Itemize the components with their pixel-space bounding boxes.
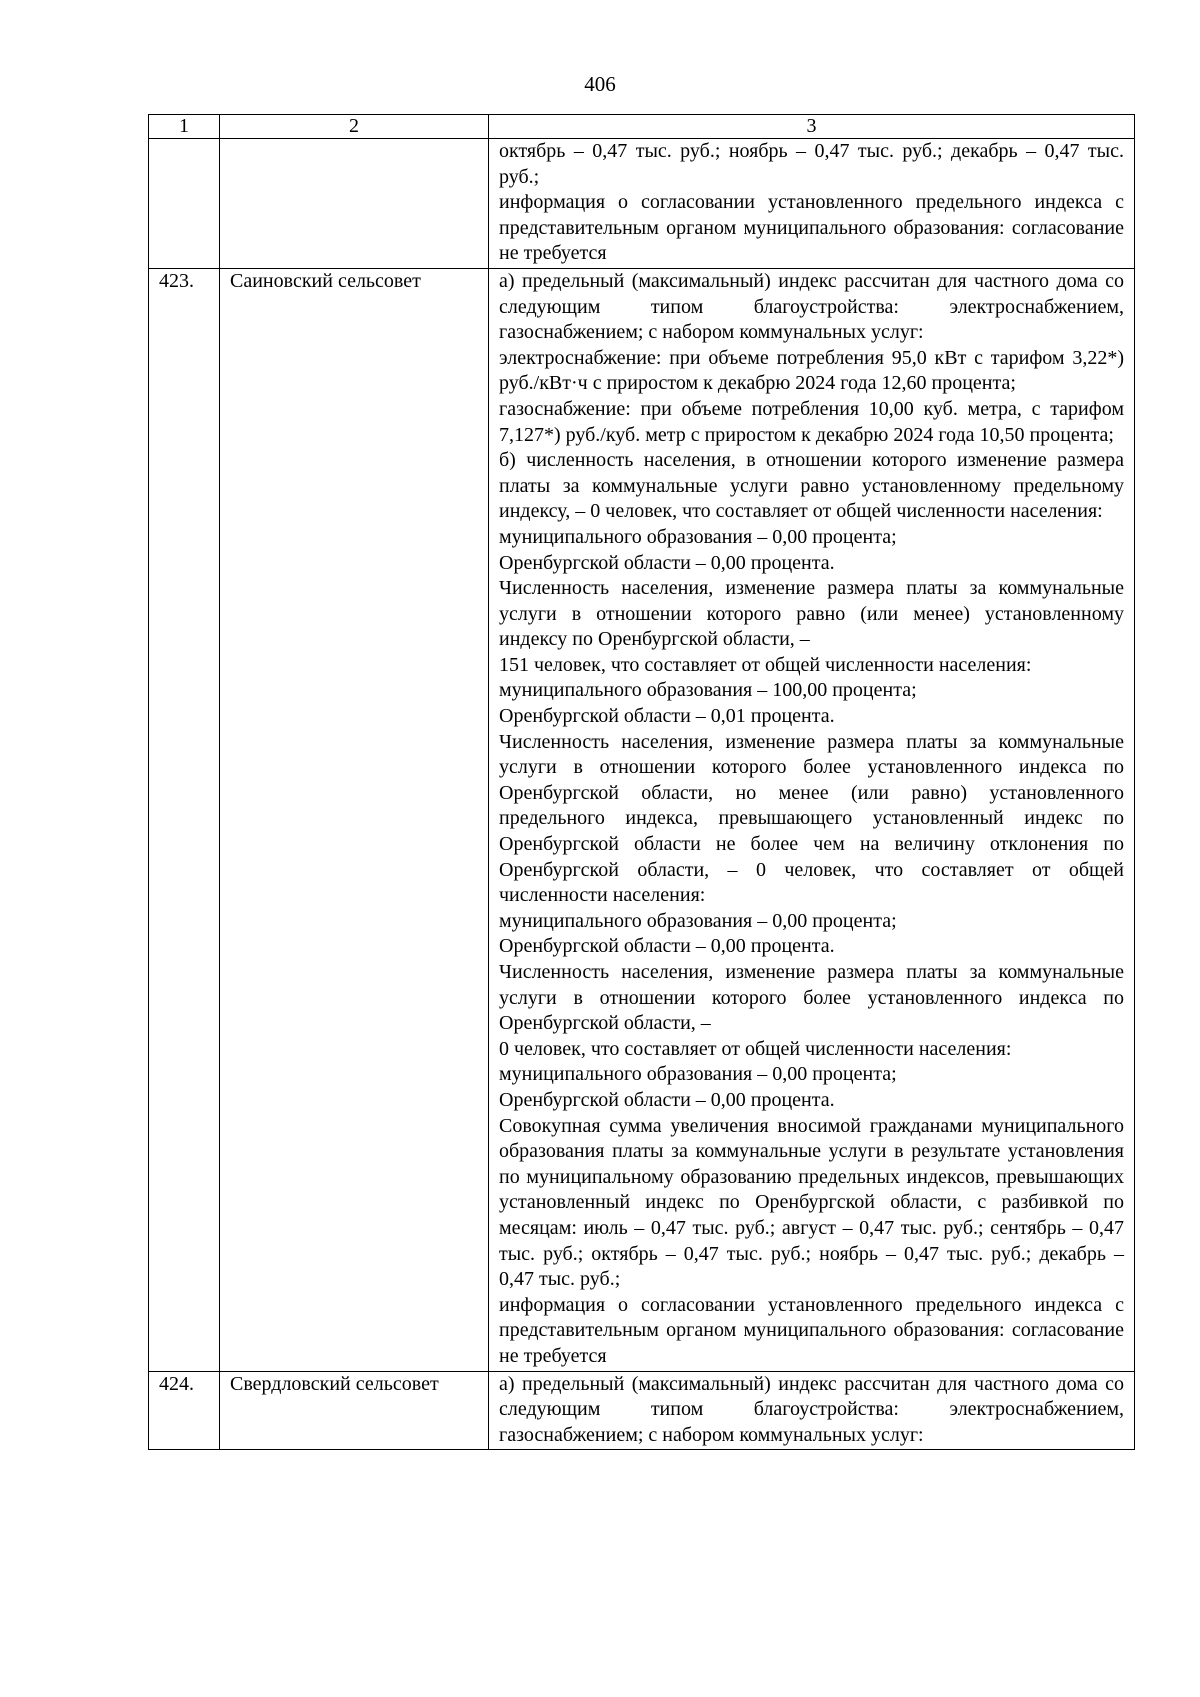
paragraph: муниципального образования – 100,00 процента; bbox=[499, 679, 917, 702]
row-name bbox=[220, 139, 489, 269]
paragraph: б) численность населения, в отношении которого изменение размера платы за коммунальные услуги равно установленному предельному индексу, – 0 человек, что составляет от общей численности населения: bbox=[499, 449, 1124, 523]
page-number: 406 bbox=[584, 72, 616, 96]
paragraph: Совокупная сумма увеличения вносимой гражданами муниципального образования платы за коммунальные услуги в результате установления по муниципальному образованию предельных индексов, превышающих установленный индекс по Оренбургской области, с разбивкой по месяцам: июль – 0,47 тыс. руб.; август – 0,47 тыс. руб.; сентябрь – 0,47 тыс. руб.; октябрь – 0,47 тыс. руб.; ноябрь – 0,47 тыс. руб.; декабрь – 0,47 тыс. руб.; bbox=[499, 1114, 1124, 1291]
data-table bbox=[148, 114, 1135, 1450]
paragraph: октябрь – 0,47 тыс. руб.; ноябрь – 0,47 тыс. руб.; декабрь – 0,47 тыс. руб.; bbox=[499, 140, 1124, 188]
row-name: Саиновский сельсовет bbox=[220, 268, 489, 1371]
paragraph: муниципального образования – 0,00 процента; bbox=[499, 909, 897, 932]
row-number: 423. bbox=[149, 268, 220, 1371]
row-content bbox=[489, 268, 1135, 1371]
column-header-content: 3 bbox=[489, 115, 1135, 139]
paragraph: 0 человек, что составляет от общей численности населения: bbox=[499, 1037, 1012, 1060]
column-header-name: 2 bbox=[220, 115, 489, 139]
table-header-row bbox=[149, 115, 1135, 139]
paragraph: информация о согласовании установленного предельного индекса с представительным органом муниципального образования: согласование не требуется bbox=[499, 191, 1124, 265]
paragraph: Численность населения, изменение размера платы за коммунальные услуги в отношении которого более установленного индекса по Оренбургской области, но менее (или равно) установленного предельного индекса, превышающего установленный индекс по Оренбургской области не более чем на величину отклонения по Оренбургской области, – 0 человек, что составляет от общей численности населения: bbox=[499, 730, 1124, 907]
column-header-number: 1 bbox=[149, 115, 220, 139]
paragraph: газоснабжение: при объеме потребления 10,00 куб. метра, с тарифом 7,127*) руб./куб. метр с приростом к декабрю 2024 года 10,50 процента; bbox=[499, 397, 1124, 446]
paragraph: Численность населения, изменение размера платы за коммунальные услуги в отношении которого более установленного индекса по Оренбургской области, – bbox=[499, 961, 1124, 1035]
paragraph: Оренбургской области – 0,00 процента. bbox=[499, 935, 835, 958]
table-row-424 bbox=[149, 1371, 1135, 1450]
paragraph: Оренбургской области – 0,00 процента. bbox=[499, 551, 835, 574]
paragraph: муниципального образования – 0,00 процента; bbox=[499, 525, 897, 548]
paragraph: Численность населения, изменение размера платы за коммунальные услуги в отношении которого равно (или менее) установленному индексу по Оренбургской области, – bbox=[499, 577, 1124, 651]
paragraph: информация о согласовании установленного предельного индекса с представительным органом муниципального образования: согласование не требуется bbox=[499, 1293, 1124, 1367]
row-number: 424. bbox=[149, 1371, 220, 1450]
paragraph: Оренбургской области – 0,01 процента. bbox=[499, 705, 835, 728]
row-number bbox=[149, 139, 220, 269]
paragraph: а) предельный (максимальный) индекс рассчитан для частного дома со следующим типом благоустройства: электроснабжением, газоснабжением; с набором коммунальных услуг: bbox=[499, 269, 1124, 344]
paragraph: а) предельный (максимальный) индекс рассчитан для частного дома со следующим типом благоустройства: электроснабжением, газоснабжением; с набором коммунальных услуг: bbox=[499, 1372, 1124, 1446]
paragraph: Оренбургской области – 0,00 процента. bbox=[499, 1088, 835, 1111]
paragraph: электроснабжение: при объеме потребления 95,0 кВт с тарифом 3,22*) руб./кВт·ч с приростом к декабрю 2024 года 12,60 процента; bbox=[499, 346, 1124, 395]
table-row-continuation bbox=[149, 139, 1135, 269]
paragraph: 151 человек, что составляет от общей численности населения: bbox=[499, 653, 1032, 676]
paragraph: муниципального образования – 0,00 процента; bbox=[499, 1063, 897, 1086]
row-name: Свердловский сельсовет bbox=[220, 1371, 489, 1450]
row-content bbox=[489, 1371, 1135, 1450]
row-content bbox=[489, 139, 1135, 269]
table-row-423 bbox=[149, 268, 1135, 1371]
